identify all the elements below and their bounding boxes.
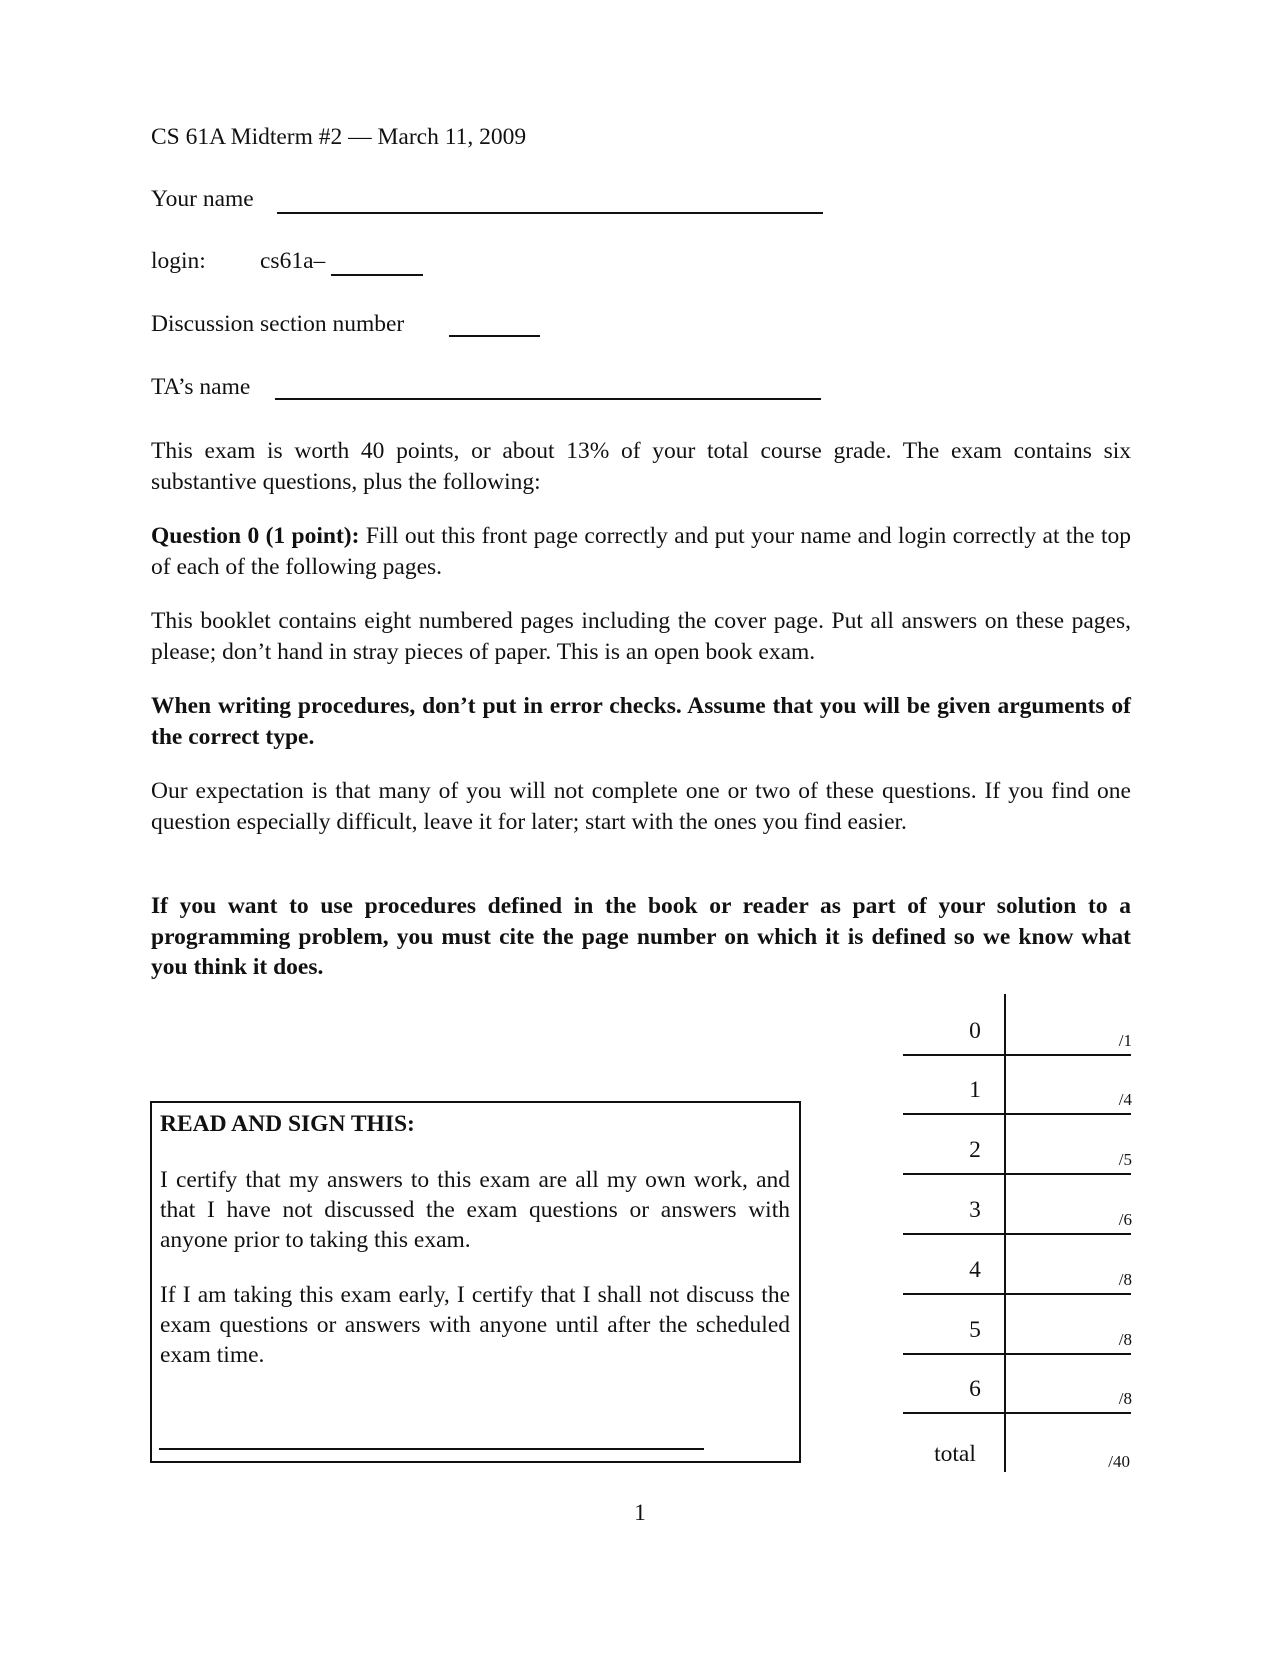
expectation-paragraph: Our expectation is that many of you will not complete one or two of these questions. If you find one question especially difficult, leave it for later; start with the ones you find easier. (151, 778, 1131, 835)
sign-box-certify: I certify that my answers to this exam are all my own work, and that I have not discussed the exam questions or answers with anyone prior to taking this exam. (160, 1167, 790, 1253)
section-label: Discussion section number (151, 311, 405, 337)
booklet-paragraph: This booklet contains eight numbered pages including the cover page. Put all answers on these pages, please; don’t hand in stray pieces of paper. This is an open book exam. (151, 608, 1131, 665)
sign-box (150, 1101, 801, 1463)
score-row-line (903, 1412, 1131, 1414)
ta-field[interactable] (275, 398, 821, 400)
score-row-question: 0 (969, 1018, 981, 1044)
score-row-max: /8 (1118, 1330, 1132, 1349)
score-row-line (903, 1293, 1131, 1295)
signature-line[interactable] (159, 1448, 704, 1450)
question0-paragraph (151, 521, 1131, 582)
score-total-max: /40 (1108, 1452, 1130, 1471)
score-row-question: 2 (969, 1137, 981, 1163)
ta-label: TA’s name (151, 374, 251, 400)
score-row-max: /4 (1118, 1090, 1132, 1109)
login-prefix: cs61a– (260, 248, 326, 274)
score-row-question: 1 (969, 1077, 981, 1103)
sign-box-early: If I am taking this exam early, I certify that I shall not discuss the exam questions or answers with anyone until after the scheduled exam time. (160, 1282, 790, 1368)
score-total-label: total (934, 1441, 976, 1467)
score-row-question: 4 (969, 1257, 981, 1283)
page-number: 1 (634, 1500, 646, 1526)
question0-text: Fill out this front page correctly and put your name and login correctly at the top of each of the following pages. (151, 523, 1131, 580)
score-row-line (903, 1233, 1131, 1235)
intro-paragraph: This exam is worth 40 points, or about 13% of your total course grade. The exam contains six substantive questions, plus the following: (151, 438, 1131, 495)
sign-box-title: READ AND SIGN THIS: (160, 1111, 415, 1137)
name-field[interactable] (277, 212, 823, 214)
name-label: Your name (151, 186, 254, 212)
score-row-question: 5 (969, 1317, 981, 1343)
login-label: login: (151, 248, 206, 274)
login-field[interactable] (331, 274, 423, 276)
section-field[interactable] (449, 335, 540, 337)
score-row-line (903, 1113, 1131, 1115)
score-row-max: /8 (1118, 1270, 1132, 1289)
score-row-max: /5 (1118, 1150, 1132, 1169)
score-row-max: /6 (1118, 1210, 1132, 1229)
score-row-line (903, 1054, 1131, 1056)
score-row-question: 3 (969, 1197, 981, 1223)
score-row-max: /1 (1118, 1031, 1132, 1050)
question0-label: Question 0 (1 point): (151, 523, 360, 549)
score-row-max: /8 (1118, 1389, 1132, 1408)
score-row-line (903, 1173, 1131, 1175)
exam-title: CS 61A Midterm #2 — March 11, 2009 (151, 124, 527, 150)
cite-paragraph: If you want to use procedures defined in the book or reader as part of your solution to a programming problem, you must cite the page number on which it is defined so we know what you think it does. (151, 893, 1131, 980)
score-row-question: 6 (969, 1376, 981, 1402)
error-checks-paragraph: When writing procedures, don’t put in error checks. Assume that you will be given arguments of the correct type. (151, 693, 1131, 750)
score-row-line (903, 1353, 1131, 1355)
